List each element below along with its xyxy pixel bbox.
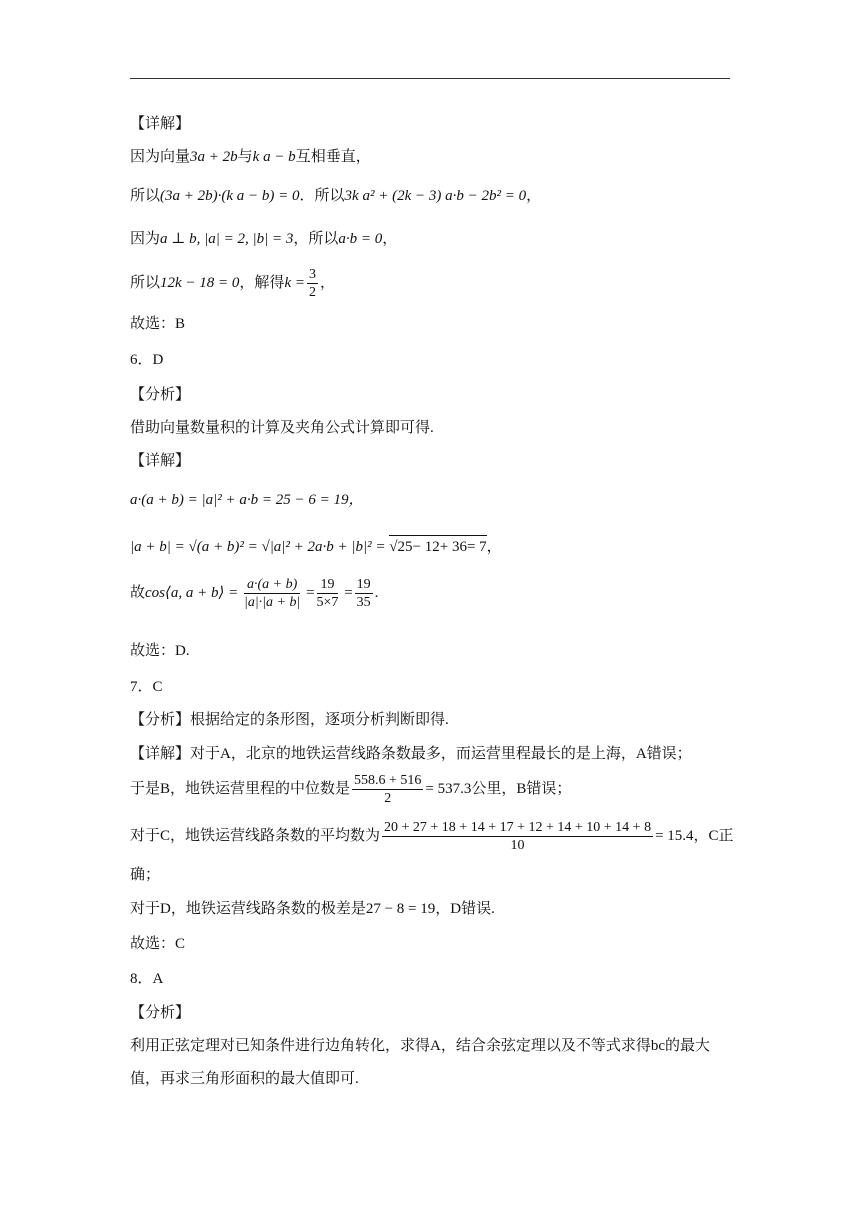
fraction: $\frac{19}{35}$ — [356, 577, 371, 610]
q5-line-3: 因为a ⊥ b, |a| = 2, |b| = 3，所以a·b = 0， — [130, 231, 398, 247]
equation: 12k − 18 = 0 — [160, 274, 240, 291]
vector-expression: k a − b — [252, 149, 296, 165]
fraction: $\frac{a\cdot(a + b)}{|a|\cdot|a + b|}$ — [243, 577, 301, 610]
condition: a ⊥ b, |a| = 2, |b| = 3 — [160, 231, 294, 247]
fraction: $\frac{558.6 + 516}{2}$ — [354, 773, 422, 806]
q5-line-2: 所以(3a + 2b)·(k a − b) = 0．所以3k a² + (2k − 3) a·b − 2b² = 0， — [130, 188, 542, 204]
q6-choice: 故选：D. — [130, 643, 190, 659]
q8-analysis-heading: 【分析】 — [130, 1005, 191, 1021]
q7-detail: 【详解】对于A，北京的地铁运营线路条数最多，而运营里程最长的是上海，A错误； — [130, 746, 692, 762]
q5-choice: 故选：B — [130, 316, 186, 332]
q8-number: 8．A — [130, 971, 164, 987]
q7-option-d: 对于D，地铁运营线路条数的极差是27 − 8 = 19，D错误. — [130, 901, 495, 917]
q7-option-c-cont: 确； — [130, 867, 161, 883]
q6-equation-1: a·(a + b) = |a|² + a·b = 25 − 6 = 19， — [130, 492, 364, 508]
equation: (3a + 2b)·(k a − b) = 0 — [160, 188, 300, 204]
header-rule — [130, 78, 730, 79]
q6-analysis-heading: 【分析】 — [130, 387, 191, 403]
q7-option-b: 于是B，地铁运营里程的中位数是 $\frac{558.6 + 516}{2}$ = 537.3公里，B错误； — [130, 773, 572, 806]
q7-choice: 故选：C — [130, 936, 186, 952]
sqrt-expression: √25− 12+ 36= 7 — [389, 535, 486, 557]
q6-number: 6．D — [130, 352, 164, 368]
q6-equation-3: 故cos⟨a, a + b⟩ = $\frac{a\cdot(a + b)}{|a|\cdot|a + b|}$ = $\frac{19}{5\times 7}$ = $\frac{19}{35}$ . — [130, 577, 379, 610]
fraction: $\frac{19}{5\times 7}$ — [316, 577, 339, 610]
q5-detail-heading: 【详解】 — [130, 116, 191, 132]
vector-expression: 3a + 2b — [190, 149, 238, 165]
q8-analysis: 利用正弦定理对已知条件进行边角转化，求得A，结合余弦定理以及不等式求得bc的最大值，再求三角形面积的最大值即可. — [130, 1038, 710, 1087]
q6-analysis: 借助向量数量积的计算及夹角公式计算即可得. — [130, 420, 434, 436]
q7-number: 7．C — [130, 679, 163, 695]
q6-equation-2: |a + b| = √(a + b)² = √|a|² + 2a·b + |b|² = √25− 12+ 36= 7， — [130, 535, 502, 557]
q5-line-1: 因为向量3a + 2b与k a − b互相垂直， — [130, 149, 371, 165]
fraction: $\frac{3}{2}$ — [308, 267, 316, 300]
equation: 3k a² + (2k − 3) a·b − 2b² = 0 — [344, 188, 527, 204]
q7-option-c: 对于C，地铁运营线路条数的平均数为 $\frac{20 + 27 + 18 + 14 + 17 + 12 + 14 + 10 + 14 + 8}{10}$ = 15.4，C正 — [130, 820, 734, 853]
equation: a·b = 0 — [338, 231, 383, 247]
q7-analysis: 【分析】根据给定的条形图，逐项分析判断即得. — [130, 712, 449, 728]
q6-detail-heading: 【详解】 — [130, 453, 191, 469]
q5-line-4: 所以12k − 18 = 0，解得k = $\frac{3}{2}$ ， — [130, 267, 335, 300]
fraction: $\frac{20 + 27 + 18 + 14 + 17 + 12 + 14 + 10 + 14 + 8}{10}$ — [384, 820, 652, 853]
